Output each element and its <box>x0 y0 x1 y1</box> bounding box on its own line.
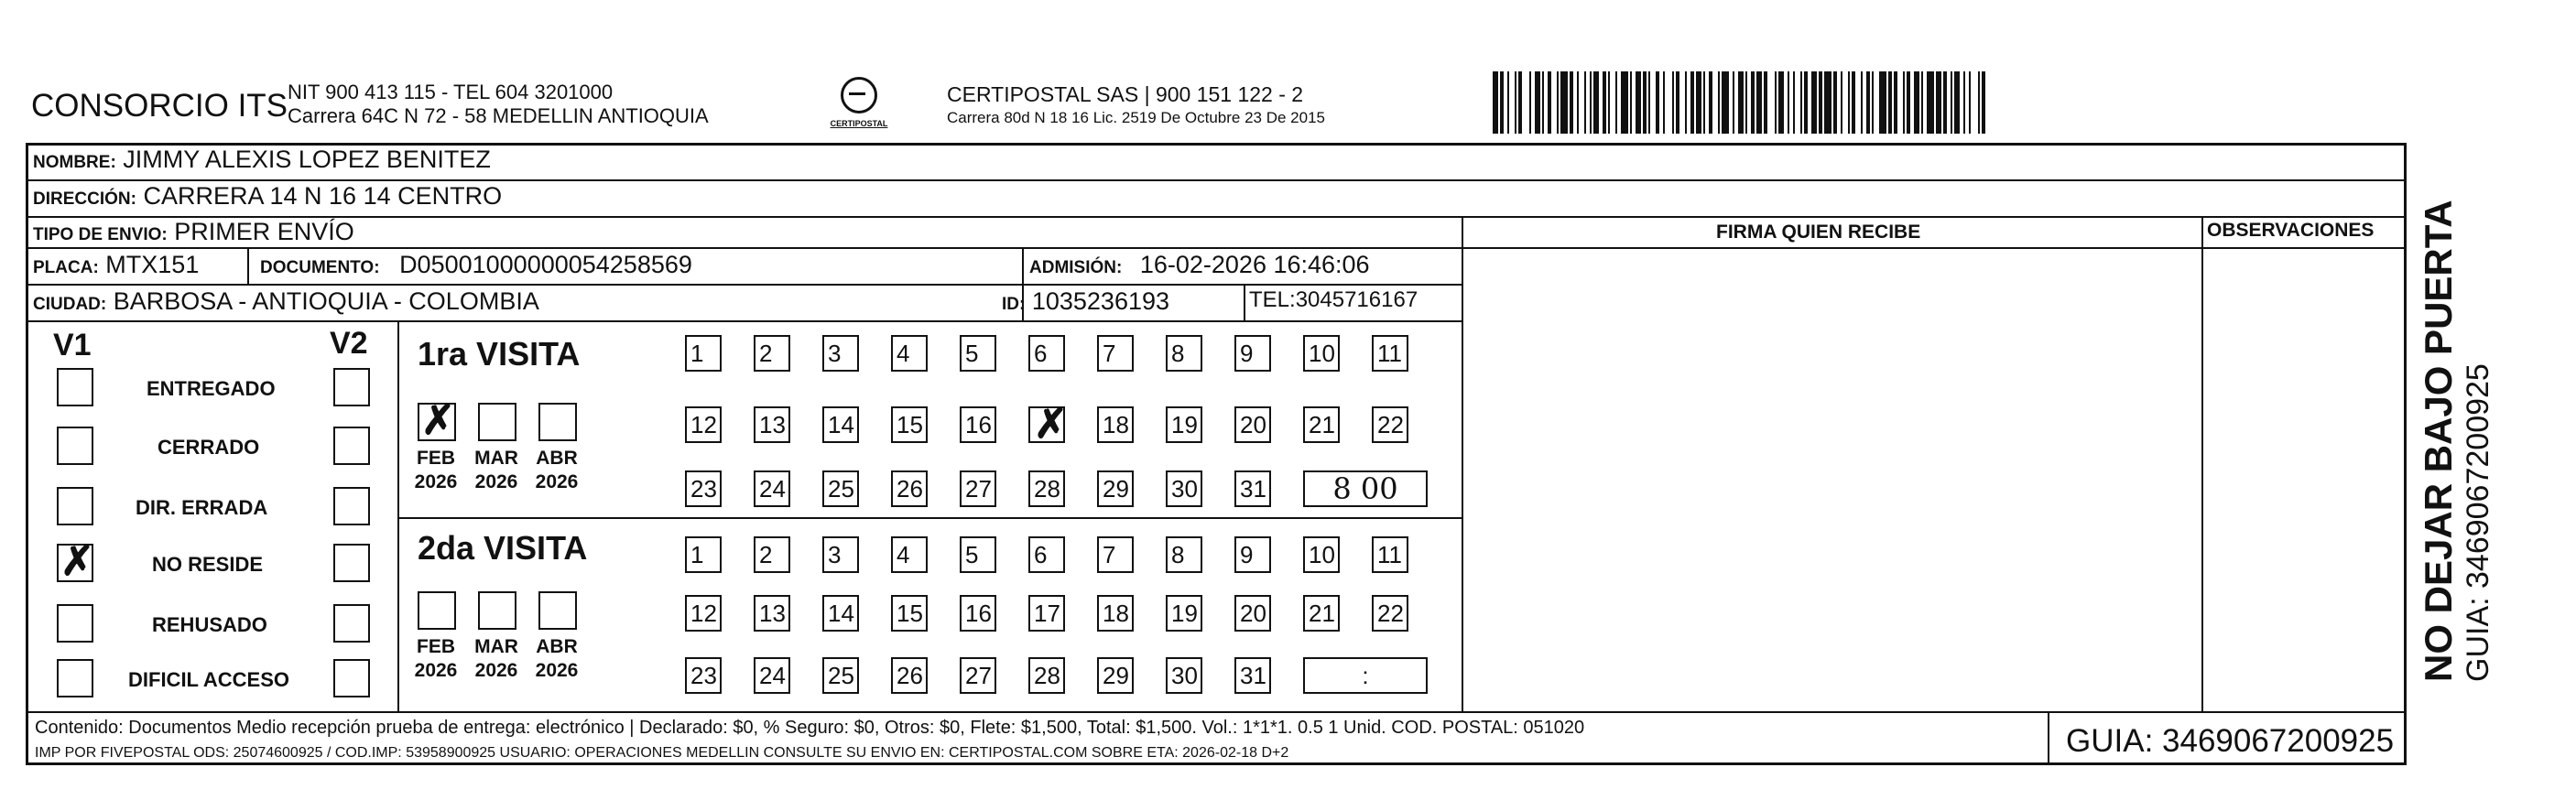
barcode-bar <box>1927 71 1934 134</box>
second-day-21[interactable]: 21 <box>1303 595 1340 632</box>
tipo-envio-field <box>33 218 354 246</box>
documento-value: D05001000000054258569 <box>399 251 692 278</box>
barcode-bar <box>1621 71 1628 134</box>
footer-divider <box>26 711 2407 713</box>
nit-line: NIT 900 413 115 - TEL 604 3201000 <box>288 81 614 103</box>
first-day-23[interactable]: 23 <box>685 470 722 507</box>
ciudad-field <box>33 287 539 316</box>
check-mark-icon: ✗ <box>60 539 94 584</box>
second-day-26[interactable]: 26 <box>891 657 928 694</box>
month-checkbox-feb[interactable] <box>418 591 456 630</box>
first-day-30[interactable]: 30 <box>1166 470 1202 507</box>
month-label <box>469 447 524 494</box>
guia-divider <box>2048 711 2049 765</box>
v2-checkbox-entregado[interactable] <box>333 368 370 406</box>
logo-text: CERTIPOSTAL <box>830 119 888 128</box>
v1-checkbox-rehusado[interactable] <box>57 604 93 643</box>
second-day-13[interactable]: 13 <box>754 595 790 632</box>
address-line: Carrera 64C N 72 - 58 MEDELLIN ANTIOQUIA <box>288 104 709 127</box>
firma-header: FIRMA QUIEN RECIBE <box>1716 222 1921 243</box>
barcode-bar <box>1971 71 1978 134</box>
month-year: 2026 <box>414 471 458 492</box>
side-guia: GUIA: 3469067200925 <box>2461 363 2495 682</box>
row-divider <box>26 179 2407 181</box>
v1-checkbox-dificil-acceso[interactable] <box>57 659 93 697</box>
row-divider <box>26 247 2407 249</box>
month-label <box>469 635 524 683</box>
month-checkbox-abr[interactable] <box>538 403 577 441</box>
nombre-value: JIMMY ALEXIS LOPEZ BENITEZ <box>123 146 491 173</box>
status-label: DIFICIL ACCESO <box>128 668 290 691</box>
admision-field <box>1029 251 1370 279</box>
first-day-27[interactable]: 27 <box>960 470 996 507</box>
row-divider <box>26 320 1463 322</box>
second-day-22[interactable]: 22 <box>1372 595 1408 632</box>
placa-value: MTX151 <box>105 251 200 278</box>
first-day-15[interactable]: 15 <box>891 406 928 443</box>
nombre-label: NOMBRE: <box>33 153 116 172</box>
v2-checkbox-no-reside[interactable] <box>333 544 370 582</box>
contents-line: Contenido: Documentos Medio recepción prueba de entrega: electrónico | Declarado: $0, % Seguro: $0, Otros: $0, Flete: $1,500, Total: $1,500. Vol.: 1*1*1. 0.5 1 Unid. COD. POSTAL: 051020 <box>35 718 1585 738</box>
side-warning: NO DEJAR BAJO PUERTA <box>2417 200 2460 682</box>
tel-field <box>1249 287 1418 313</box>
barcode-bar <box>1985 71 1991 134</box>
second-day-14[interactable]: 14 <box>822 595 859 632</box>
first-day-14[interactable]: 14 <box>822 406 859 443</box>
second-day-3[interactable]: 3 <box>822 536 859 573</box>
direccion-value: CARRERA 14 N 16 14 CENTRO <box>143 182 503 210</box>
second-day-12[interactable]: 12 <box>685 595 722 632</box>
direccion-label: DIRECCIÓN: <box>33 189 136 209</box>
v2-checkbox-rehusado[interactable] <box>333 604 370 643</box>
second-day-31[interactable]: 31 <box>1234 657 1271 694</box>
field-divider <box>1244 284 1245 320</box>
month-checkbox-abr[interactable] <box>538 591 577 630</box>
certipostal-block <box>947 82 1325 130</box>
barcode-bar <box>1722 71 1729 134</box>
second-day-27[interactable]: 27 <box>960 657 996 694</box>
first-day-25[interactable]: 25 <box>822 470 859 507</box>
first-day-29[interactable]: 29 <box>1097 470 1134 507</box>
second-day-16[interactable]: 16 <box>960 595 996 632</box>
documento-field <box>260 251 692 279</box>
second-day-6[interactable]: 6 <box>1028 536 1065 573</box>
month-name: FEB <box>417 636 455 657</box>
tel-value: 3045716167 <box>1295 287 1418 312</box>
tipo-value: PRIMER ENVÍO <box>174 218 354 245</box>
v2-checkbox-dir-errada[interactable] <box>333 487 370 525</box>
direccion-field <box>33 182 502 211</box>
first-time-value: 8 00 <box>1332 471 1398 506</box>
certipostal-logo <box>824 77 894 143</box>
first-day-9[interactable]: 9 <box>1234 335 1271 372</box>
first-visit-title: 1ra VISITA <box>418 335 581 373</box>
barcode-bar <box>1560 71 1568 134</box>
first-day-10[interactable]: 10 <box>1303 335 1340 372</box>
first-day-8[interactable]: 8 <box>1166 335 1202 372</box>
second-day-19[interactable]: 19 <box>1166 595 1202 632</box>
company-nit-block <box>288 81 709 128</box>
v2-checkbox-dificil-acceso[interactable] <box>333 659 370 697</box>
first-day-16[interactable]: 16 <box>960 406 996 443</box>
side-notice <box>2418 200 2496 682</box>
second-day-10[interactable]: 10 <box>1303 536 1340 573</box>
first-day-2[interactable]: 2 <box>754 335 790 372</box>
column-divider <box>2201 216 2203 711</box>
month-year: 2026 <box>414 660 458 681</box>
id-value: 1035236193 <box>1031 287 1170 315</box>
check-mark-icon: ✗ <box>1034 402 1068 447</box>
first-day-19[interactable]: 19 <box>1166 406 1202 443</box>
second-day-25[interactable]: 25 <box>822 657 859 694</box>
id-field <box>1002 287 1169 316</box>
first-day-28[interactable]: 28 <box>1028 470 1065 507</box>
second-day-2[interactable]: 2 <box>754 536 790 573</box>
first-day-7[interactable]: 7 <box>1097 335 1134 372</box>
barcode-bar <box>1665 71 1672 134</box>
first-day-12[interactable]: 12 <box>685 406 722 443</box>
second-day-23[interactable]: 23 <box>685 657 722 694</box>
envelope-icon <box>841 77 877 114</box>
first-day-13[interactable]: 13 <box>754 406 790 443</box>
documento-label: DOCUMENTO: <box>260 258 380 277</box>
v1-checkbox-entregado[interactable] <box>57 368 93 406</box>
first-day-21[interactable]: 21 <box>1303 406 1340 443</box>
second-day-1[interactable]: 1 <box>685 536 722 573</box>
status-label: ENTREGADO <box>147 377 276 400</box>
first-day-26[interactable]: 26 <box>891 470 928 507</box>
first-day-5[interactable]: 5 <box>960 335 996 372</box>
month-name: ABR <box>536 636 578 657</box>
row-divider <box>26 216 2407 218</box>
second-day-24[interactable]: 24 <box>754 657 790 694</box>
observaciones-header: OBSERVACIONES <box>2207 220 2375 241</box>
check-mark-icon: ✗ <box>421 398 455 443</box>
status-label: DIR. ERRADA <box>136 496 268 519</box>
second-day-29[interactable]: 29 <box>1097 657 1134 694</box>
guia-number: GUIA: 3469067200925 <box>2066 723 2395 759</box>
first-day-20[interactable]: 20 <box>1234 406 1271 443</box>
v1-checkbox-dir-errada[interactable] <box>57 487 93 525</box>
v1-header: V1 <box>53 328 92 362</box>
month-name: FEB <box>417 448 455 469</box>
month-year: 2026 <box>535 471 579 492</box>
status-visit-divider <box>397 320 399 711</box>
second-day-5[interactable]: 5 <box>960 536 996 573</box>
second-time-field[interactable] <box>1303 657 1428 694</box>
certi-license: Carrera 80d N 18 16 Lic. 2519 De Octubre 23 De 2015 <box>947 109 1325 126</box>
second-visit-title: 2da VISITA <box>418 529 588 567</box>
second-day-17[interactable]: 17 <box>1028 595 1065 632</box>
month-name: MAR <box>474 636 518 657</box>
column-divider <box>1462 216 1463 711</box>
month-label <box>529 447 584 494</box>
month-label <box>408 635 463 683</box>
month-label <box>529 635 584 683</box>
status-label: NO RESIDE <box>152 553 264 576</box>
second-day-4[interactable]: 4 <box>891 536 928 573</box>
visit-divider <box>397 517 1463 519</box>
certi-line: CERTIPOSTAL SAS | 900 151 122 - 2 <box>947 82 1304 106</box>
first-day-11[interactable]: 11 <box>1372 335 1408 372</box>
barcode-bar <box>1767 71 1775 134</box>
second-day-20[interactable]: 20 <box>1234 595 1271 632</box>
first-day-1[interactable]: 1 <box>685 335 722 372</box>
first-day-22[interactable]: 22 <box>1372 406 1408 443</box>
barcode-bar <box>1879 71 1886 134</box>
status-label: CERRADO <box>158 436 260 459</box>
barcode-bar <box>1824 71 1831 134</box>
ciudad-value: BARBOSA - ANTIOQUIA - COLOMBIA <box>113 287 539 315</box>
tel-label: TEL: <box>1249 287 1296 312</box>
second-day-18[interactable]: 18 <box>1097 595 1134 632</box>
tipo-label: TIPO DE ENVIO: <box>33 225 168 244</box>
barcode-bar <box>1522 71 1529 134</box>
placa-label: PLACA: <box>33 258 99 277</box>
first-time-field[interactable] <box>1303 470 1428 507</box>
second-day-15[interactable]: 15 <box>891 595 928 632</box>
month-name: ABR <box>536 448 578 469</box>
ciudad-label: CIUDAD: <box>33 295 107 314</box>
second-day-11[interactable]: 11 <box>1372 536 1408 573</box>
id-label: ID: <box>1002 295 1026 314</box>
admision-value: 16-02-2026 16:46:06 <box>1139 251 1370 278</box>
first-day-18[interactable]: 18 <box>1097 406 1134 443</box>
v2-header: V2 <box>330 326 368 361</box>
field-divider <box>247 247 249 284</box>
first-day-31[interactable]: 31 <box>1234 470 1271 507</box>
admision-label: ADMISIÓN: <box>1029 258 1123 277</box>
month-year: 2026 <box>474 660 518 681</box>
second-time-value: : <box>1362 662 1369 689</box>
second-day-8[interactable]: 8 <box>1166 536 1202 573</box>
v2-checkbox-cerrado[interactable] <box>333 427 370 465</box>
month-checkbox-mar[interactable] <box>478 403 516 441</box>
row-divider <box>26 284 1463 286</box>
first-day-24[interactable]: 24 <box>754 470 790 507</box>
second-day-7[interactable]: 7 <box>1097 536 1134 573</box>
print-info-line: IMP POR FIVEPOSTAL ODS: 25074600925 / COD.IMP: 53958900925 USUARIO: OPERACIONES MEDELLIN CONSULTE SU ENVIO EN: CERTIPOSTAL.COM SOBRE ETA: 2026-02-18 D+2 <box>35 745 1289 761</box>
first-day-6[interactable]: 6 <box>1028 335 1065 372</box>
placa-field <box>33 251 199 279</box>
company-name: CONSORCIO ITS <box>31 88 288 124</box>
second-day-28[interactable]: 28 <box>1028 657 1065 694</box>
first-day-4[interactable]: 4 <box>891 335 928 372</box>
month-name: MAR <box>474 448 518 469</box>
second-day-9[interactable]: 9 <box>1234 536 1271 573</box>
shipping-label-frame <box>26 143 2407 765</box>
v1-checkbox-cerrado[interactable] <box>57 427 93 465</box>
month-year: 2026 <box>474 471 518 492</box>
month-label <box>408 447 463 494</box>
barcode <box>1493 71 2225 134</box>
second-day-30[interactable]: 30 <box>1166 657 1202 694</box>
nombre-field <box>33 146 491 174</box>
first-day-3[interactable]: 3 <box>822 335 859 372</box>
month-year: 2026 <box>535 660 579 681</box>
status-label: REHUSADO <box>152 613 267 636</box>
month-checkbox-mar[interactable] <box>478 591 516 630</box>
